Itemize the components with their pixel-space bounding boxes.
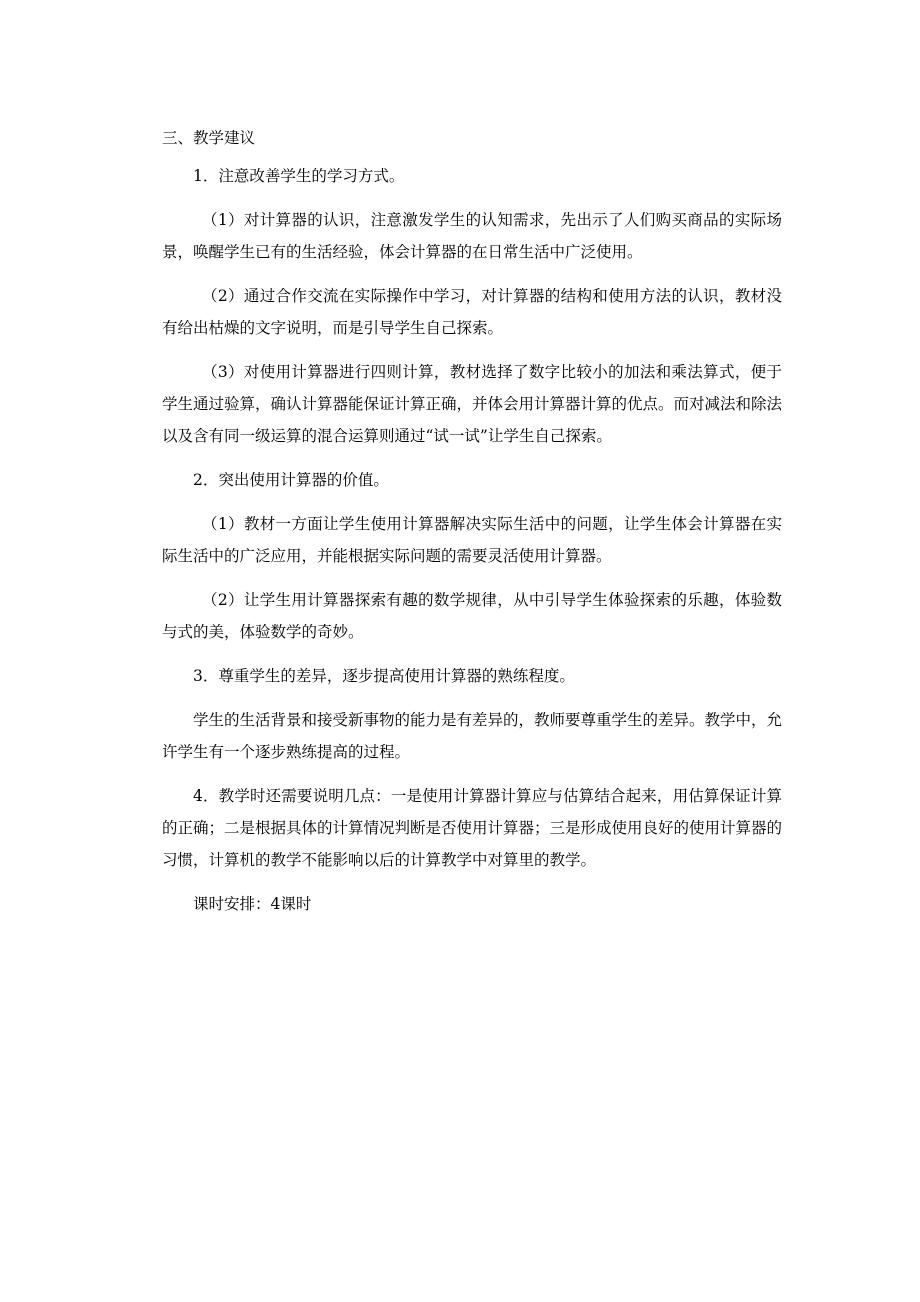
item-2-sub-2: （2）让学生用计算器探索有趣的数学规律，从中引导学生体验探索的乐趣，体验数与式的美，体验数学的奇妙。 xyxy=(162,591,782,641)
item-1-title: 1．注意改善学生的学习方式。 xyxy=(193,167,405,185)
document-page xyxy=(162,122,782,932)
item-3-body: 学生的生活背景和接受新事物的能力是有差异的，教师要尊重学生的差异。教学中，允许学生有一个逐步熟练提高的过程。 xyxy=(162,711,783,761)
item-1-sub-1: （1）对计算器的认识，注意激发学生的认知需求，先出示了人们购买商品的实际场景，唤醒学生已有的生活经验，体会计算器的在日常生活中广泛使用。 xyxy=(162,211,782,261)
item-3-title: 3．尊重学生的差异，逐步提高使用计算器的熟练程度。 xyxy=(193,667,575,685)
item-1-sub-3: （3）对使用计算器进行四则计算，教材选择了数字比较小的加法和乘法算式，便于学生通过验算，确认计算器能保证计算正确，并体会用计算器计算的优点。而对减法和除法以及含有同一级运算的混合运算则通过“试一试”让学生自己探索。 xyxy=(162,363,783,445)
item-2-title: 2．突出使用计算器的价值。 xyxy=(193,471,389,489)
item-1-sub-2: （2）通过合作交流在实际操作中学习，对计算器的结构和使用方法的认识，教材没有给出枯燥的文字说明，而是引导学生自己探索。 xyxy=(162,287,782,337)
section-heading: 三、教学建议 xyxy=(162,129,256,147)
item-2-sub-1: （1）教材一方面让学生使用计算器解决实际生活中的问题，让学生体会计算器在实际生活中的广泛应用，并能根据实际问题的需要灵活使用计算器。 xyxy=(162,515,782,565)
item-4-text: 4．教学时还需要说明几点：一是使用计算器计算应与估算结合起来，用估算保证计算的正确；二是根据具体的计算情况判断是否使用计算器；三是形成使用良好的使用计算器的习惯，计算机的教学不能影响以后的计算教学中对算里的教学。 xyxy=(162,787,783,869)
lesson-arrangement: 课时安排：4课时 xyxy=(193,895,312,913)
